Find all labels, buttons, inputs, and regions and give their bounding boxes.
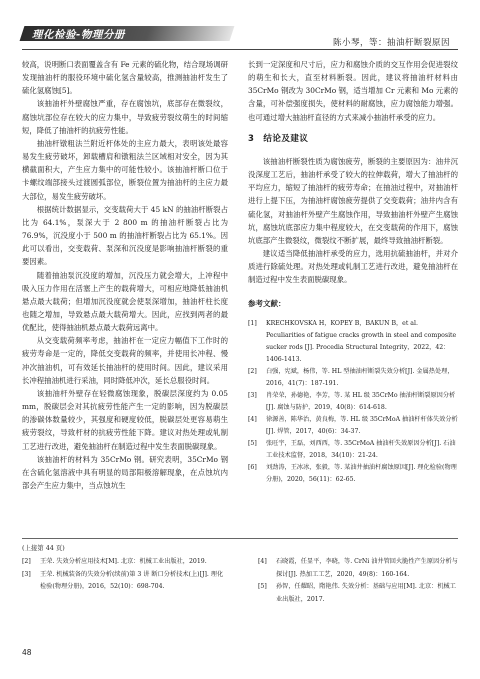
reference-text: KRECHKOVSKA H，KOPEY B，BAKUN B，et al. Peculiarities of fatigue cracks growth in steel and composite sucker rods [J]. Procedia Structural Integrity，2022，42：1406-1413. [266, 319, 457, 363]
reference-item [248, 318, 458, 366]
continued-references-left [22, 556, 228, 594]
references-title: 参考文献： [248, 298, 286, 308]
reference-number: [4] [258, 558, 267, 565]
right-column [248, 58, 458, 486]
paragraph: 建议适当降低抽油杆承受的应力，选用抗硫抽油杆，并对介质进行除硫处理。对热处理或轧制工艺进行改进，避免抽油杆在制造过程中发生表面脱碳现象。 [248, 249, 458, 285]
reference-item [248, 438, 458, 462]
reference-item [22, 556, 228, 569]
paragraph: 长到一定深度和尺寸后，应力和腐蚀介质的交互作用会促进裂纹的萌生和长大，直至材料断裂。因此，建议将抽油杆材料由 35CrMo 钢改为 30CrMo 钢，适当增加 Cr 元素和 Mo 元素的含量，可补偿强度损失，使材料的耐腐蚀，应力腐蚀能力增强。也可通过增大抽油杆直径的方式来减小抽油杆承受的应力。 [248, 60, 458, 122]
running-title: 陈小琴，等：抽油杆断裂原因 [332, 38, 450, 48]
reference-number: [5] [248, 439, 257, 447]
reference-number: [2] [248, 367, 257, 375]
reference-text: 王荣. 机械装备的失效分析(续前)第 3 讲 断口分析技术(上)[J]. 理化检验(物理分册)，2016，52(10)：698-704. [40, 570, 224, 590]
reference-item [258, 581, 458, 606]
paragraph: 抽油杆镦粗法兰附近杆体处的主应力最大，表明该处最容易发生疲劳破坏，卸载槽肩和镦粗法兰区域相对安全，因为其横截面积大，产生应力集中的可能性较小。该抽油杆断口位于卡螺纹端部接头过渡圆弧部位，断裂位置为抽油杆的主应力最大部位，易发生疲劳破坏。 [22, 138, 228, 201]
paragraph: 从交变载荷频率考虑，抽油杆在一定应力幅值下工作时的疲劳寿命是一定的，降低交变载荷的频率，并使用长冲程、慢冲次抽油机，可有效延长抽油杆的使用时间。因此，建议采用长冲程抽油机进行采油，同时降低冲次，延长总服役时间。 [22, 336, 228, 385]
reference-number: [2] [22, 558, 31, 565]
page-header [0, 0, 480, 52]
reference-text: 徐源善，陈华治，黄良梅，等. HL 级 35CrMoA 抽油杆杆体失效分析[J]. 焊管，2017，40(6)：34-37. [266, 415, 458, 435]
reference-text: 白强，宪斌，杨伟，等. HL 型抽油杆断裂失效分析[J]. 金属热处理，2016，41(7)：187-191. [266, 367, 454, 387]
reference-number: [4] [248, 415, 257, 423]
reference-number: [5] [258, 583, 267, 590]
reference-item [248, 414, 458, 438]
reference-text: 孙智，任耀昭，隋艳伟. 失效分析：基础与应用[M]. 北京：机械工业出版社，2017. [276, 583, 456, 603]
paragraph: 该抽油杆的材料为 35CrMo 钢。研究表明，35CrMo 钢在含硫化氢溶液中具有明显的局部阳极溶解现象，在点蚀坑内部会产生应力集中，当点蚀坑生 [22, 454, 228, 490]
reference-text: 刘劲涛，王冰冰，张毅，等. 某油井抽油杆腐蚀原因[J]. 理化检验(物理分册)，2020，56(11)：62-65. [266, 463, 457, 483]
reference-item [248, 366, 458, 390]
reference-number: [3] [248, 391, 257, 399]
reference-text: 肖荣荣，孙德艳，李芳，等. 某 HL 级 35CrMo 抽油杆断裂原因分析[J]. 腐蚀与防护，2019，40(8)：614-618. [266, 391, 456, 411]
reference-text: 王荣. 失效分析应用技术[M]. 北京：机械工业出版社，2019. [40, 558, 207, 565]
footnote-rule [22, 538, 458, 539]
reference-item [258, 556, 458, 581]
page-number: 48 [22, 648, 32, 657]
journal-logo: 理化检验-物理分册 [32, 29, 125, 41]
continuation-note: (上接第 44 页) [22, 544, 65, 552]
reference-text: 张旺宇，王磊，刘西西，等. 35CrMoA 抽油杆失效原因分析[J]. 石油工业技术监督，2018，34(10)：21-24. [266, 439, 456, 459]
paragraph: 随着抽油泵沉没度的增加，沉没压力就会增大，上冲程中吸入压力作用在活塞上产生的载荷增大，可相应地降低抽油机悬点最大载荷；但增加沉没度就会使泵深增加，抽油杆柱长度也随之增加，导致悬点最大载荷增大。因此，应找到两者的最优配比，使得抽油机悬点最大载荷远离中。 [22, 270, 228, 333]
paragraph: 较高，说明断口表面覆盖含有 Fe 元素的硫化物，结合现场调研发现抽油杆的服役环境中硫化氢含量较高，推测抽油杆发生了硫化氢腐蚀[5]。 [22, 60, 228, 96]
references-list [248, 318, 458, 486]
section-title: 3 结论及建议 [248, 133, 309, 144]
continued-references-right [258, 556, 458, 606]
paragraph: 该抽油杆外壁存在轻微腐蚀现象，脱碳层深度约为 0.05 mm，脱碳层会对其抗疲劳性能产生一定的影响，因为脱碳层的渗碳体数量较少，其强度和硬度较低，脱碳层处更容易萌生疲劳裂纹，导致杆材的抗疲劳性能下降。建议对热处理或轧制工艺进行改进，避免抽油杆在制造过程中发生表面脱碳现象。 [22, 388, 228, 451]
paragraph: 该抽油杆断裂性质为腐蚀疲劳，断裂的主要原因为：油井沉没深度工艺后，抽油杆承受了较大的拉伸载荷，增大了抽油杆的平均应力，缩短了抽油杆的疲劳寿命；在抽油过程中，对抽油杆进行上提下压，为抽油杆腐蚀疲劳提供了交变载荷；油井内含有硫化氢，对抽油杆外壁产生腐蚀作用，导致抽油杆外壁产生腐蚀坑，腐蚀坑底部应力集中程度较大，在交变载荷的作用下，腐蚀坑底部产生微裂纹，微裂纹不断扩展，最终导致抽油杆断裂。 [248, 156, 458, 245]
header-rule [22, 49, 458, 50]
reference-number: [3] [22, 570, 31, 578]
reference-item [248, 462, 458, 486]
reference-item [22, 569, 228, 594]
reference-text: 石晓霞，任显平，李晓，等. CrNi 油井管回火脆性产生原因分析与探讨[J]. 热加工工艺，2020，49(8)：160-164. [276, 558, 458, 578]
reference-item [248, 390, 458, 414]
reference-number: [6] [248, 463, 257, 471]
reference-number: [1] [248, 319, 257, 327]
paragraph: 该抽油杆外壁腐蚀严重，存在腐蚀坑，底部存在微裂纹，腐蚀坑部位存在较大的应力集中，导致疲劳裂纹萌生的时间缩短，降低了抽油杆的抗疲劳性能。 [22, 99, 228, 135]
left-column [22, 58, 228, 492]
paragraph: 根据统计数据显示，交变载荷大于 45 kN 的抽油杆断裂占比为 64.1%，泵深大于 2 800 m 的抽油杆断裂占比为 76.9%，沉没度小于 500 m 的抽油杆断裂占比为 65.1%。因此可以看出，交变载荷、泵深和沉没度是影响抽油杆断裂的重要因素。 [22, 204, 228, 267]
